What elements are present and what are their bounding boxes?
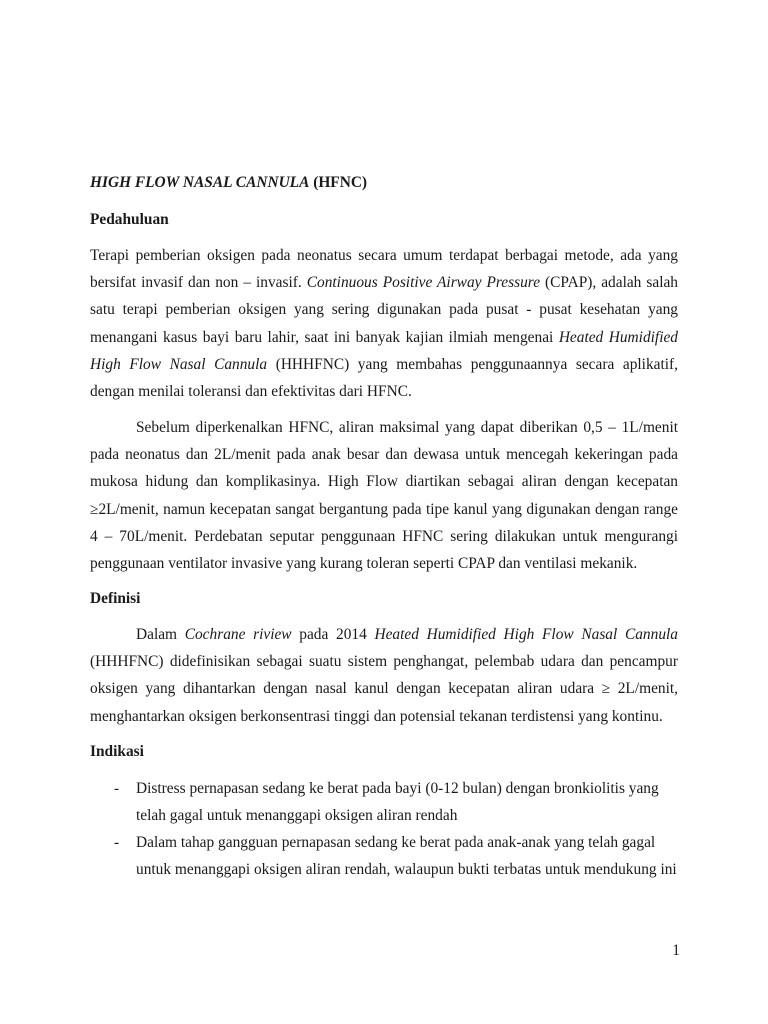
term-hhhfnc: Heated Humidified High Flow Nasal Cannula	[90, 328, 678, 373]
text-run: (CPAP), adalah salah satu terapi pemberian oksigen yang sering digunakan pada pusat - pusat kesehatan yang menangani kasus bayi baru lahir, saat ini banyak kajian ilmiah mengenai	[90, 274, 678, 346]
paragraph-definisi	[90, 621, 678, 730]
title-suffix: (HFNC)	[309, 174, 368, 191]
heading-pendahuluan: Pedahuluan	[90, 211, 169, 228]
term-cpap: Continuous Positive Airway Pressure	[306, 274, 541, 292]
list-item-text: Distress pernapasan sedang ke berat pada bayi (0-12 bulan) dengan bronkiolitis yang telah gagal untuk menanggapi oksigen aliran rendah	[136, 780, 659, 824]
heading-indikasi: Indikasi	[90, 743, 144, 760]
page-number: 1	[672, 942, 680, 959]
heading-definisi: Definisi	[90, 590, 141, 607]
text-run: (HHHFNC) didefinisikan sebagai suatu sistem penghangat, pelembab udara dan pencampur oksigen yang dihantarkan dengan nasal kanul dengan kecepatan aliran udara ≥ 2L/menit, menghantarkan oksigen berkonsentrasi tinggi dan potensial tekanan terdistensi yang kontinu.	[90, 653, 678, 725]
indikasi-list	[90, 776, 678, 884]
document-title	[90, 173, 678, 193]
term-cochrane: Cochrane riview	[184, 626, 292, 643]
bullet-dash: -	[114, 780, 120, 797]
list-item	[90, 830, 678, 883]
text-run: pada 2014	[291, 626, 375, 643]
paragraph-pendahuluan-1	[90, 242, 678, 405]
text-run: (HHHFNC) yang membahas penggunaannya secara aplikatif, dengan menilai toleransi dan efektivitas dari HFNC.	[90, 355, 678, 401]
bullet-dash: -	[114, 834, 120, 851]
paragraph-pendahuluan-2: Sebelum diperkenalkan HFNC, aliran maksimal yang dapat diberikan 0,5 – 1L/menit pada neonatus dan 2L/menit pada anak besar dan dewasa untuk mencegah kekeringan pada mukosa hidung dan komplikasinya. High Flow diartikan sebagai aliran dengan kecepatan ≥2L/menit, namun kecepatan sangat bergantung pada tipe kanul yang digunakan dengan range 4 – 70L/menit. Perdebatan seputar penggunaan HFNC sering dilakukan untuk mengurangi penggunaan ventilator invasive yang kurang toleran seperti CPAP dan ventilasi mekanik.	[90, 419, 678, 573]
list-item	[90, 776, 678, 829]
text-run: Dalam	[136, 626, 185, 643]
title-italic: HIGH FLOW NASAL CANNULA	[90, 174, 310, 191]
list-item-text: Dalam tahap gangguan pernapasan sedang ke berat pada anak-anak yang telah gagal untuk menanggapi oksigen aliran rendah, walaupun bukti terbatas untuk mendukung ini	[136, 834, 677, 878]
term-hhhfnc: Heated Humidified High Flow Nasal Cannula	[374, 626, 678, 643]
text-run: Terapi pemberian oksigen pada neonatus secara umum terdapat berbagai metode, ada yang bersifat invasif dan non – invasif.	[90, 247, 678, 292]
